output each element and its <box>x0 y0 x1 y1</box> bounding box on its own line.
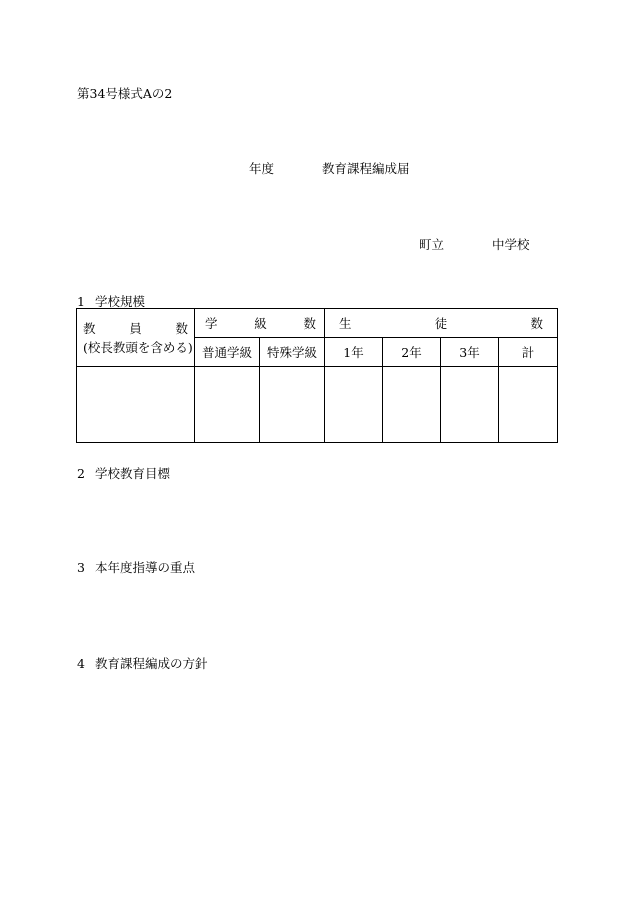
title-name: 教育課程編成届 <box>322 161 410 176</box>
regular-classes-value-cell[interactable] <box>195 367 260 443</box>
teachers-header-note: (校長教頭を含める) <box>83 340 193 355</box>
section-label: 本年度指導の重点 <box>95 560 196 575</box>
special-classes-value-cell[interactable] <box>260 367 325 443</box>
grade-1-value-cell[interactable] <box>325 367 383 443</box>
section-heading-3 <box>77 558 195 576</box>
teachers-header-char: 員 <box>129 321 142 336</box>
column-header-regular-classes: 普通学級 <box>195 338 260 367</box>
town-suffix: 町立 <box>419 237 445 252</box>
section-heading-4 <box>77 654 208 672</box>
teachers-value-cell[interactable] <box>77 367 195 443</box>
title-year-prefix: 年度 <box>249 161 275 176</box>
grade-3-value-cell[interactable] <box>441 367 499 443</box>
school-suffix: 中学校 <box>492 237 530 252</box>
teachers-header-char: 数 <box>175 321 188 336</box>
section-heading-2 <box>77 464 170 482</box>
section-label: 学校規模 <box>95 294 146 309</box>
section-label: 教育課程編成の方針 <box>95 656 208 671</box>
school-name-line <box>419 235 530 253</box>
section-number: 4 <box>77 656 85 671</box>
section-number: 2 <box>77 466 85 481</box>
document-title <box>249 159 410 177</box>
students-header <box>325 309 558 338</box>
classes-header <box>195 309 325 338</box>
teachers-header-char: 教 <box>83 321 96 336</box>
section-label: 学校教育目標 <box>95 466 171 481</box>
classes-header-char: 数 <box>303 316 317 331</box>
teachers-header <box>77 309 195 367</box>
students-header-char: 数 <box>530 316 544 331</box>
section-number: 3 <box>77 560 85 575</box>
section-number: 1 <box>77 294 85 309</box>
form-number: 第34号様式Aの2 <box>77 86 173 101</box>
column-header-grade-2: 2年 <box>383 338 441 367</box>
column-header-special-classes: 特殊学級 <box>260 338 325 367</box>
students-header-char: 生 <box>339 316 352 331</box>
classes-header-char: 級 <box>254 316 267 331</box>
total-value-cell[interactable] <box>499 367 558 443</box>
grade-2-value-cell[interactable] <box>383 367 441 443</box>
column-header-grade-3: 3年 <box>441 338 499 367</box>
students-header-char: 徒 <box>434 316 448 331</box>
column-header-grade-1: 1年 <box>325 338 383 367</box>
column-header-total: 計 <box>499 338 558 367</box>
classes-header-char: 学 <box>205 316 218 331</box>
school-scale-table <box>76 308 558 443</box>
